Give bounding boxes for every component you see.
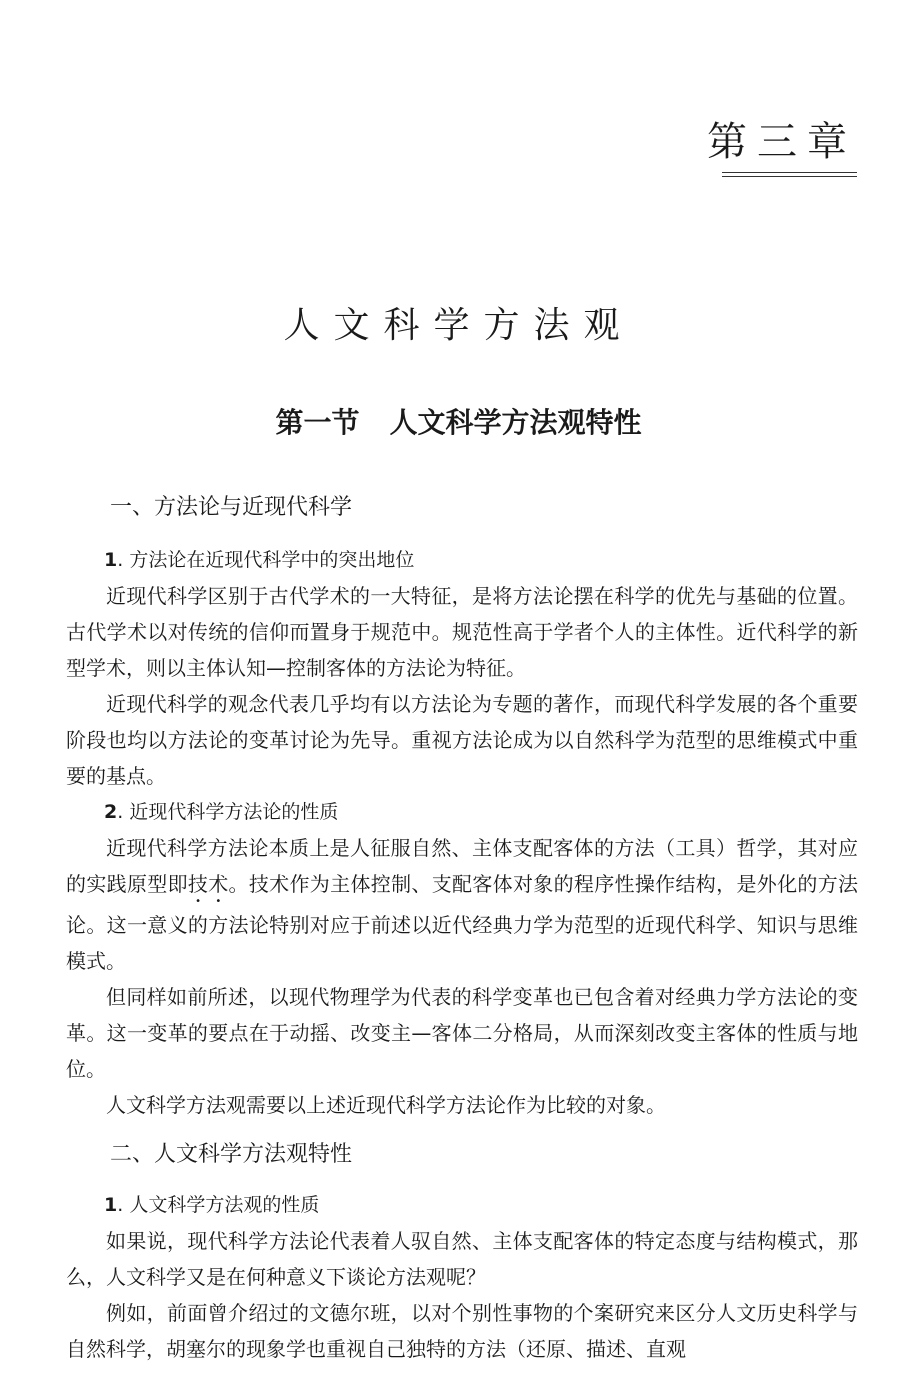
part-heading-one: 一、方法论与近现代科学: [110, 495, 353, 520]
subsection-heading-1-2: 2. 近现代科学方法论的性质: [104, 801, 339, 823]
subsection-title: 人文科学方法观的性质: [129, 1194, 320, 1216]
paragraph: 人文科学方法观需要以上述近现代科学方法论作为比较的对象。: [106, 1093, 666, 1117]
paragraph: 如果说，现代科学方法论代表着人驭自然、主体支配客体的特定态度与结构模式，那么，人文科学又是在何种意义下谈论方法观呢？: [66, 1229, 858, 1289]
paragraph: 近现代科学的观念代表几乎均有以方法论为专题的著作，而现代科学发展的各个重要阶段也均以方法论的变革讨论为先导。重视方法论成为以自然科学为范型的思维模式中重要的基点。: [66, 692, 858, 788]
body-text: [66, 488, 858, 1367]
chapter-double-rule: [722, 172, 857, 177]
paragraph-text: 近现代科学方法论本质上是人征服自然、主体支配客体的方法（工具）哲学，其对应的实践原型即: [66, 836, 858, 896]
section-name: 人文科学方法观特性: [389, 406, 642, 440]
paragraph: [66, 830, 858, 979]
paragraph: 例如，前面曾介绍过的文德尔班，以对个别性事物的个案研究来区分人文历史科学与自然科学，胡塞尔的现象学也重视自己独特的方法（还原、描述、直观: [66, 1301, 858, 1361]
paragraph: 近现代科学区别于古代学术的一大特征，是将方法论摆在科学的优先与基础的位置。古代学术以对传统的信仰而置身于规范中。规范性高于学者个人的主体性。近代科学的新型学术，则以主体认知—控制客体的方法论为特征。: [66, 584, 858, 680]
subsection-heading-1-1: 1. 方法论在近现代科学中的突出地位: [104, 549, 415, 571]
section-number: 第一节: [275, 406, 360, 440]
subsection-title: 近现代科学方法论的性质: [129, 801, 339, 823]
chapter-label: 第三章: [707, 119, 857, 165]
section-title: [0, 406, 917, 440]
paragraph: 但同样如前所述，以现代物理学为代表的科学变革也已包含着对经典力学方法论的变革。这一变革的要点在于动摇、改变主—客体二分格局，从而深刻改变主客体的性质与地位。: [66, 985, 858, 1081]
subsection-number: 1: [104, 1194, 118, 1216]
part-heading-two: 二、人文科学方法观特性: [110, 1142, 353, 1167]
subsection-title: 方法论在近现代科学中的突出地位: [129, 549, 415, 571]
subsection-heading-2-1: 1. 人文科学方法观的性质: [104, 1194, 320, 1216]
emphasized-word: 技术: [187, 872, 229, 896]
paragraph-text: 。技术作为主体控制、支配客体对象的程序性操作结构，是外化的方法论。这一意义的方法论特别对应于前述以近代经典力学为范型的近现代科学、知识与思维模式。: [66, 872, 859, 973]
chapter-title: 人文科学方法观: [283, 305, 634, 347]
subsection-number: 1: [104, 549, 118, 571]
subsection-number: 2: [104, 801, 118, 823]
